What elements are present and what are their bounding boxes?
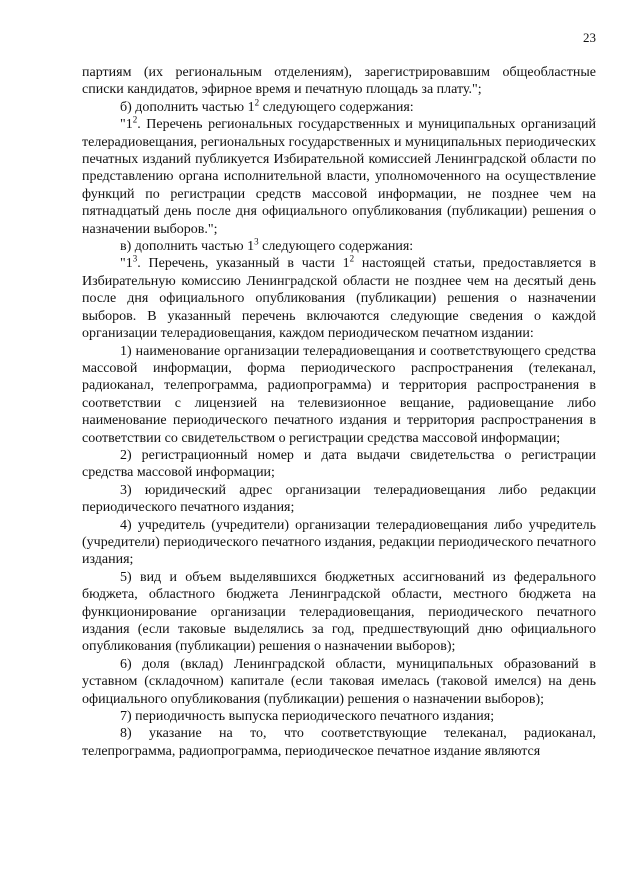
paragraph-text: следующего содержания: xyxy=(259,99,414,115)
paragraph xyxy=(82,725,596,760)
superscript: 3 xyxy=(132,253,138,264)
superscript: 3 xyxy=(254,236,259,247)
paragraph-text: 4) учредитель (учредители) организации телерадиовещания либо учредитель (учредители) периодического печатного издания, редакции периодического печатного издания; xyxy=(82,517,596,568)
paragraph xyxy=(82,569,596,656)
paragraph-text: . Перечень, указанный в части 1 xyxy=(137,256,350,272)
superscript: 2 xyxy=(349,253,355,264)
paragraph xyxy=(82,708,596,725)
paragraph-text: 7) периодичность выпуска периодического печатного издания; xyxy=(120,709,495,725)
paragraph-text: "1 xyxy=(120,117,133,133)
paragraph-text: "1 xyxy=(120,256,133,272)
paragraph xyxy=(82,238,596,255)
page-number: 23 xyxy=(583,30,596,45)
paragraph xyxy=(82,447,596,482)
paragraph xyxy=(82,64,596,99)
paragraph xyxy=(82,343,596,447)
paragraph-text: настоящей статьи, предоставляется в Избирательную комиссию Ленинградской области не позднее чем на десятый день после дня официального опубликования (публикации) решения о назначении выборов. В указанный перечень включаются следующие сведения о каждой организации телерадиовещания, каждом периодическом печатном издании: xyxy=(82,256,596,342)
paragraph xyxy=(82,517,596,569)
paragraph xyxy=(82,116,596,238)
paragraph-text: 5) вид и объем выделявшихся бюджетных ассигнований из федерального бюджета, областного бюджета Ленинградской области, местного бюджета на функционирование организации телерадиовещания, периодического печатного издания (если таковые выделялись за год, предшествующий дню официального опубликования (публикации) решения о назначении выборов); xyxy=(82,569,596,655)
paragraph-text: 6) доля (вклад) Ленинградской области, муниципальных образований в уставном (складочном) капитале (если таковая имелась (таковой имелся) на день официального опубликования (публикации) решения о назначении выборов); xyxy=(82,656,596,707)
paragraph-text: 1) наименование организации телерадиовещания и соответствующего средства массовой информации, форма периодического распространения (телеканал, радиоканал, телепрограмма, радиопрограмма) и территория распространения в соответствии с лицензией на телевизионное вещание, радиовещание либо наименование периодического печатного издания и территория распространения в соответствии со свидетельством о регистрации средства массовой информации; xyxy=(82,343,596,446)
paragraph-text: партиям (их региональным отделениям), зарегистрировавшим общеобластные списки кандидатов, эфирное время и печатную площадь за плату."; xyxy=(82,65,596,98)
superscript: 2 xyxy=(132,114,138,125)
paragraph-text: следующего содержания: xyxy=(258,239,414,255)
paragraph-text: 2) регистрационный номер и дата выдачи свидетельства о регистрации средства массовой информации; xyxy=(82,447,596,481)
paragraph xyxy=(82,255,596,342)
paragraph-text: . Перечень региональных государственных и муниципальных организаций телерадиовещания, региональных государственных и муниципальных периодических печатных изданий публикуется Избирательной комиссией Ленинградской области по представлению органа исполнительной власти, уполномоченного на осуществление функций по регистрации средств массовой информации, не позднее чем на пятнадцатый день после дня официального опубликования (публикации) решения о назначении выборов."; xyxy=(82,117,596,237)
paragraph xyxy=(82,99,596,116)
paragraph-text: 8) указание на то, что соответствующие телеканал, радиоканал, телепрограмма, радиопрограмма, периодическое печатное издание являются xyxy=(82,726,596,759)
paragraph xyxy=(82,482,596,517)
paragraph-text: в) дополнить частью 1 xyxy=(120,239,255,255)
paragraph xyxy=(82,656,596,708)
superscript: 2 xyxy=(254,97,260,108)
paragraph-text: б) дополнить частью 1 xyxy=(120,99,255,115)
document-body xyxy=(82,64,596,760)
paragraph-text: 3) юридический адрес организации телерадиовещания либо редакции периодического печатного издания; xyxy=(82,482,596,516)
